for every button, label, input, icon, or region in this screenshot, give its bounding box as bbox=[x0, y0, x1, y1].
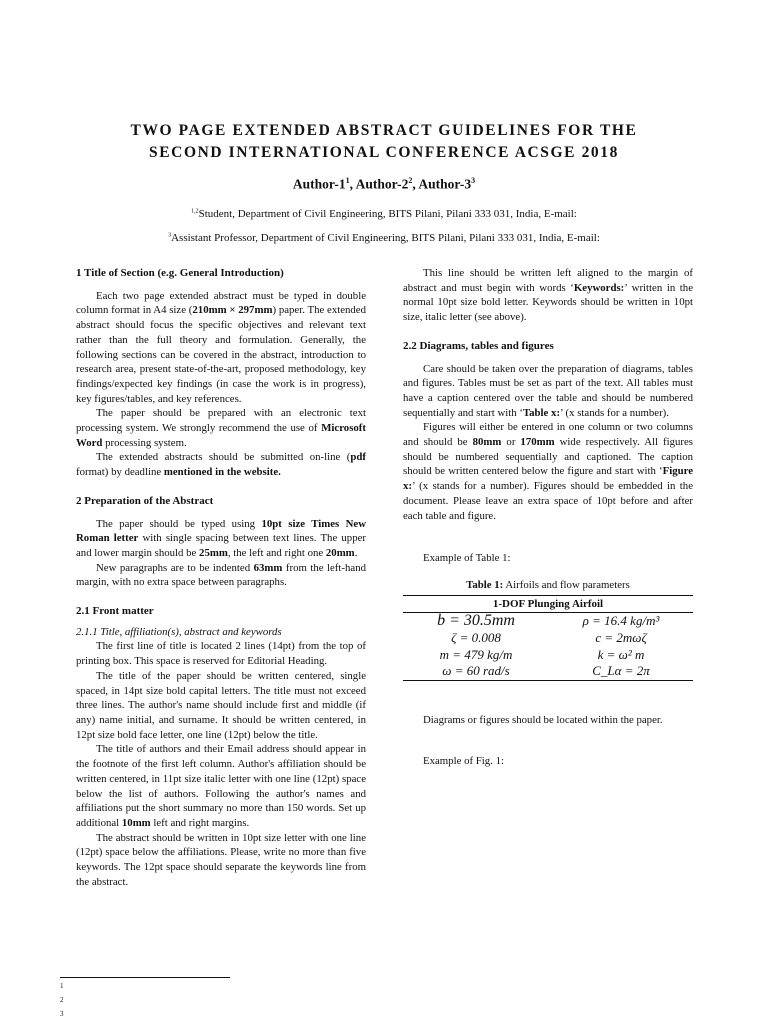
paragraph: The abstract should be written in 10pt size letter with one line (12pt) space below the affiliations. Please, write no more than five keywords. The 12pt space should separate the keywords line from the abstract. bbox=[76, 831, 366, 888]
paragraph: Each two page extended abstract must be typed in double column format in A4 size (210mm × 297mm) paper. The extended abstract should focus the specific objectives and relevant text rather than the full theory and formulation. Generally, the following sections can be covered in the abstract, introduction to research area, present state-of-the-art, proposed methodology, key findings/expected key findings (in case the work is in progress), key figures/tables, and key references. bbox=[76, 289, 366, 405]
paper-title: TWO PAGE EXTENDED ABSTRACT GUIDELINES FOR THE SECOND INTERNATIONAL CONFERENCE ACSGE 2018 bbox=[130, 122, 638, 161]
affiliation-2: $^3$Assistant Professor, Department of Civil Engineering, BITS Pilani, Pilani 333 031, India, E-mail: bbox=[168, 232, 600, 244]
author-list: Author-$1^1$, Author-$2^2$, Author-$3^3$ bbox=[292, 176, 476, 192]
paragraph: The first line of title is located 2 lines (14pt) from the top of printing box. This space is reserved for Editorial Heading. bbox=[76, 640, 366, 668]
affiliation-1: $^{1,2}$Student, Department of Civil Engineering, BITS Pilani, Pilani 333 031, India, E-mail: bbox=[191, 208, 577, 220]
footnote-2: 2 bbox=[60, 996, 64, 1004]
paragraph: Care should be taken over the preparation of diagrams, tables and figures. Tables must be set as part of the text. All tables must have a caption centered over the table and should be numbered sequentially and start with ‘Table x:’ (x stands for a number). bbox=[403, 362, 693, 419]
paragraph: The extended abstracts should be submitted on-line (pdf format) by deadline mentioned in the website. bbox=[76, 451, 366, 479]
footnote-1: 1 bbox=[60, 982, 64, 990]
table-row: ζ = 0.008 c = 2mωζ bbox=[451, 630, 647, 646]
left-column bbox=[76, 266, 366, 889]
paragraph: The paper should be typed using 10pt size Times New Roman letter with single spacing between text lines. The upper and lower margin should be 25mm, the left and right one 20mm. bbox=[76, 517, 367, 559]
table-header: 1-DOF Plunging Airfoil bbox=[403, 595, 693, 613]
example-table-label: Example of Table 1: bbox=[423, 552, 511, 565]
section-2-2-heading: 2.2 Diagrams, tables and figures bbox=[403, 339, 554, 352]
example-figure-label: Example of Fig. 1: bbox=[423, 754, 504, 767]
paragraph: The title of the paper should be written centered, single spaced, in 14pt size bold capital letters. The title must not exceed three lines. The author's name should include first and middle (if any) name initial, and surname. It should be written centered, in 12pt size bold face letter, one line (12pt) below the title. bbox=[76, 669, 366, 741]
table-caption: Table 1: Airfoils and flow parameters bbox=[466, 578, 630, 591]
airfoil-table bbox=[403, 595, 693, 682]
footnote-3: 3 bbox=[60, 1010, 64, 1018]
paragraph: Figures will either be entered in one column or two columns and should be 80mm or 170mm wide respectively. All figures should be numbered sequentially and captioned. The caption should be written centered below the figure and start with ‘Figure x:’ (x stands for a number). Figures should be embedded in the document. Please leave an extra space of 10pt before and after each table and figure. bbox=[403, 421, 693, 522]
table-row: m = 479 kg/m k = ω² m bbox=[439, 646, 645, 662]
table-row: ω = 60 rad/s C_Lα = 2π bbox=[403, 663, 693, 680]
paragraph: Diagrams or figures should be located within the paper. bbox=[423, 714, 663, 727]
paragraph: This line should be written left aligned to the margin of abstract and must begin with words ‘Keywords:’ written in the normal 10pt size bold letter. Keywords should be written in 10pt size, italic letter (see above). bbox=[403, 267, 693, 324]
paragraph: The paper should be prepared with an electronic text processing system. We strongly recommend the use of Microsoft Word processing system. bbox=[76, 407, 366, 449]
section-1-heading: 1 Title of Section (e.g. General Introduction) bbox=[76, 267, 284, 279]
right-column bbox=[403, 266, 693, 769]
paragraph: The title of authors and their Email address should appear in the footnote of the first left column. Author's affiliation should be written centered, in 11pt size italic letter with one line (12pt) space below the list of authors. Following the author's names and affiliations put the short summary no more than 150 words. Set up additional 10mm left and right margins. bbox=[76, 743, 366, 829]
section-2-1-heading: 2.1 Front matter bbox=[76, 605, 154, 618]
section-2-1-1-heading: 2.1.1 Title, affiliation(s), abstract and keywords bbox=[76, 625, 282, 638]
table-row: b = 30.5mm ρ = 16.4 kg/m³ bbox=[437, 612, 660, 630]
paragraph: New paragraphs are to be indented 63mm from the left-hand margin, with no extra space between paragraphs. bbox=[76, 561, 366, 589]
footnote-rule bbox=[60, 977, 230, 978]
section-2-heading: 2 Preparation of the Abstract bbox=[76, 494, 214, 507]
